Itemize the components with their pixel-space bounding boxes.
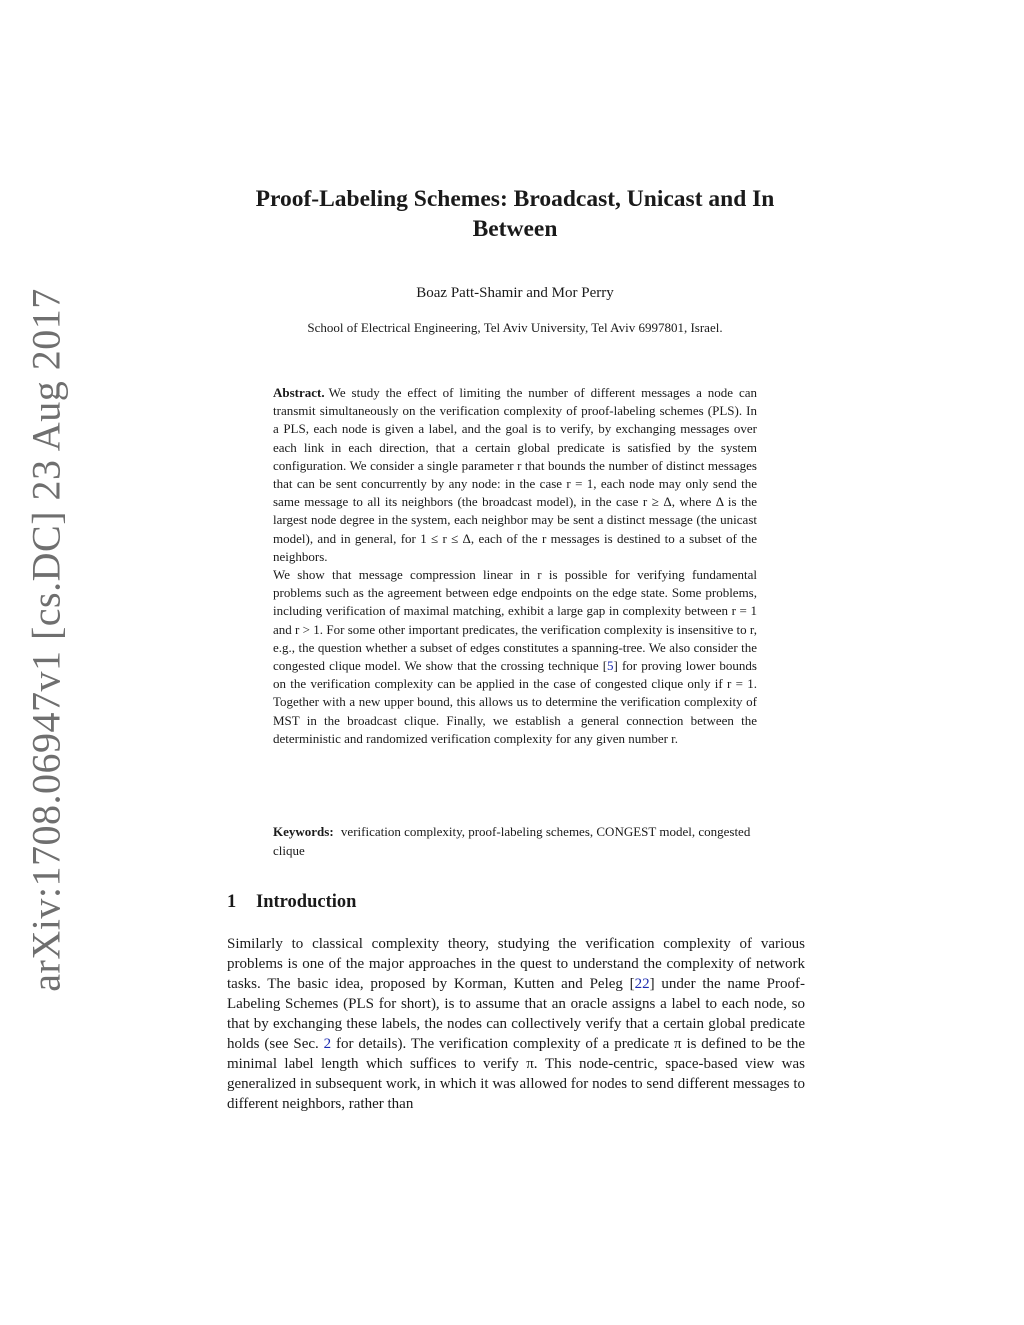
citation-link[interactable]: 22 [634, 976, 650, 992]
arxiv-identifier-stamp: arXiv:1708.06947v1 [cs.DC] 23 Aug 2017 [23, 288, 69, 992]
section-number: 1 [227, 892, 237, 912]
abstract-label: Abstract. [273, 385, 325, 400]
introduction-paragraph [227, 934, 805, 1114]
section-reference-link[interactable]: 2 [323, 1036, 332, 1052]
intro-text-2: ] under the name Proof-Labeling Schemes (PLS for short), is to assume that an oracle assigns a label to each node, so that by exchanging these labels, the nodes can collectively verify that a certain global predicate holds (see Sec. [227, 976, 805, 1052]
abstract-paragraph-2 [273, 566, 757, 748]
intro-text-1: Similarly to classical complexity theory, studying the verification complexity of various problems is one of the major approaches in the quest to understand the complexity of network tasks. The basic idea, proposed by Korman, Kutten and Peleg [ [227, 936, 805, 992]
section-heading-introduction [227, 892, 356, 913]
intro-text-3: for details). The verification complexity of a predicate π is defined to be the minimal label length which suffices to verify π. This node-centric, space-based view was generalized in subsequent work, in which it was allowed for nodes to send different messages to different neighbors, rather than [227, 1036, 805, 1112]
paper-title: Proof-Labeling Schemes: Broadcast, Unicast and In Between [255, 186, 775, 242]
section-title: Introduction [256, 892, 357, 912]
abstract-text-1: We study the effect of limiting the number of different messages a node can transmit simultaneously on the verification complexity of proof-labeling schemes (PLS). In a PLS, each node is given a label, and the goal is to verify, by exchanging messages over each link in each direction, that a certain global predicate is satisfied by the system configuration. We consider a single parameter r that bounds the number of distinct messages that can be sent concurrently by any node: in the case r = 1, each node may only send the same message to all its neighbors (the broadcast model), in the case r ≥ Δ, where Δ is the largest node degree in the system, each neighbor may be sent a distinct message (the unicast model), and in general, for 1 ≤ r ≤ Δ, each of the r messages is destined to a subset of the neighbors. [273, 385, 757, 564]
keywords-label: Keywords: [273, 824, 334, 839]
citation-link[interactable]: 5 [607, 658, 614, 674]
author-affiliation: School of Electrical Engineering, Tel Aviv University, Tel Aviv 6997801, Israel. [307, 320, 723, 335]
keywords-text: verification complexity, proof-labeling schemes, CONGEST model, congested clique [273, 824, 751, 858]
abstract-text-2a: We show that message compression linear in r is possible for verifying fundamental problems such as the agreement between edge endpoints on the edge state. Some problems, including verification of maximal matching, exhibit a large gap in complexity between r = 1 and r > 1. For some other important predicates, the verification complexity is insensitive to r, e.g., the question whether a subset of edges constitutes a spanning-tree. We also consider the congested clique model. We show that the crossing technique [ [273, 567, 757, 674]
abstract-paragraph-1 [273, 384, 757, 566]
abstract-text-2b: ] for proving lower bounds on the verification complexity can be applied in the case of congested clique only if r = 1. Together with a new upper bound, this allows us to determine the verification complexity of MST in the broadcast clique. Finally, we establish a general connection between the deterministic and randomized verification complexity for any given number r. [273, 658, 757, 746]
abstract-block [273, 384, 757, 748]
author-list: Boaz Patt-Shamir and Mor Perry [416, 285, 614, 301]
keywords-block [273, 823, 757, 860]
